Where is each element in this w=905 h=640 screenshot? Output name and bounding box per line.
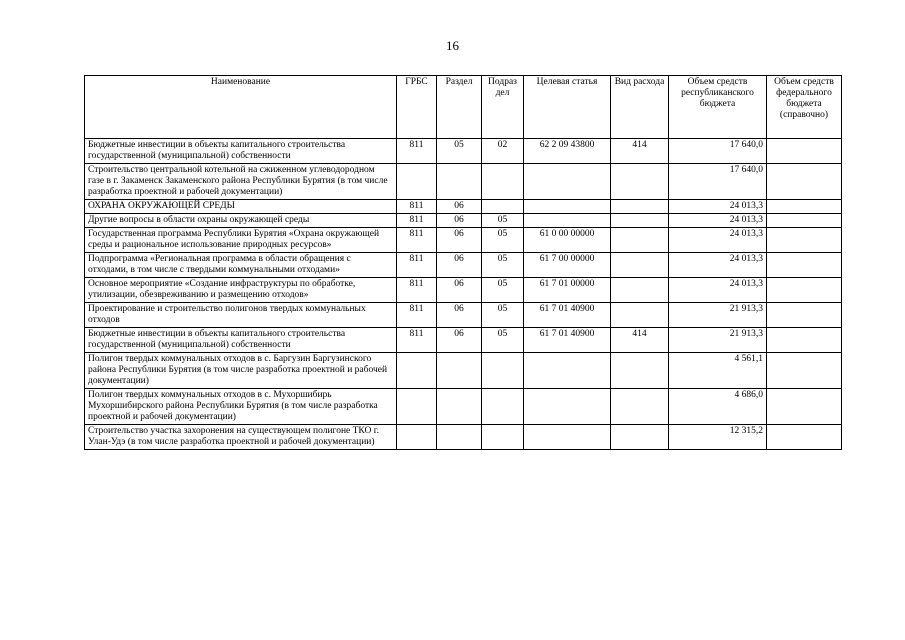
cell-podrazdel [482, 164, 524, 200]
cell-republican-budget: 24 013,3 [669, 214, 767, 228]
cell-republican-budget: 4 561,1 [669, 353, 767, 389]
cell-federal-budget [767, 425, 842, 450]
cell-razdel: 06 [437, 328, 482, 353]
cell-razdel [437, 353, 482, 389]
table-row [85, 139, 842, 164]
table-row [85, 353, 842, 389]
cell-expense-type [611, 214, 669, 228]
cell-grbs: 811 [397, 228, 437, 253]
cell-podrazdel: 05 [482, 214, 524, 228]
header-expense-type: Вид расхода [611, 76, 669, 139]
cell-razdel: 05 [437, 139, 482, 164]
cell-federal-budget [767, 389, 842, 425]
cell-podrazdel [482, 425, 524, 450]
cell-podrazdel: 02 [482, 139, 524, 164]
cell-podrazdel: 05 [482, 328, 524, 353]
cell-podrazdel: 05 [482, 278, 524, 303]
cell-podrazdel: 05 [482, 253, 524, 278]
header-podrazdel: Подраз дел [482, 76, 524, 139]
cell-name: Другие вопросы в области охраны окружающей среды [85, 214, 397, 228]
table-row [85, 303, 842, 328]
cell-name: Строительство центральной котельной на сжиженном углеводородном газе в г. Закаменск Закаменского района Республики Бурятия (в том числе разработка проектной и рабочей документации) [85, 164, 397, 200]
table-row [85, 253, 842, 278]
cell-grbs: 811 [397, 253, 437, 278]
cell-federal-budget [767, 164, 842, 200]
table-row [85, 389, 842, 425]
cell-republican-budget: 24 013,3 [669, 228, 767, 253]
cell-name: Строительство участка захоронения на существующем полигоне ТКО г. Улан-Удэ (в том числе разработка проектной и рабочей документации) [85, 425, 397, 450]
table-row [85, 200, 842, 214]
cell-republican-budget: 17 640,0 [669, 139, 767, 164]
table-row [85, 328, 842, 353]
table-row [85, 214, 842, 228]
cell-target-article [524, 214, 611, 228]
cell-republican-budget: 24 013,3 [669, 278, 767, 303]
table-row [85, 228, 842, 253]
cell-grbs [397, 389, 437, 425]
cell-expense-type [611, 200, 669, 214]
cell-grbs [397, 353, 437, 389]
cell-target-article [524, 200, 611, 214]
cell-name: Бюджетные инвестиции в объекты капитального строительства государственной (муниципальной) собственности [85, 328, 397, 353]
cell-target-article: 62 2 09 43800 [524, 139, 611, 164]
header-federal-budget: Объем средств федерального бюджета (справочно) [767, 76, 842, 139]
cell-expense-type: 414 [611, 328, 669, 353]
cell-target-article: 61 7 01 40900 [524, 303, 611, 328]
header-razdel: Раздел [437, 76, 482, 139]
cell-expense-type [611, 425, 669, 450]
cell-republican-budget: 12 315,2 [669, 425, 767, 450]
cell-target-article [524, 425, 611, 450]
cell-razdel: 06 [437, 214, 482, 228]
cell-razdel: 06 [437, 253, 482, 278]
cell-republican-budget: 21 913,3 [669, 303, 767, 328]
cell-republican-budget: 24 013,3 [669, 200, 767, 214]
cell-grbs: 811 [397, 139, 437, 164]
cell-grbs: 811 [397, 303, 437, 328]
cell-podrazdel [482, 389, 524, 425]
cell-name: Полигон твердых коммунальных отходов в с. Мухоршибирь Мухоршибирского района Республики Бурятия (в том числе разработка проектной и рабочей документации) [85, 389, 397, 425]
cell-razdel [437, 425, 482, 450]
cell-federal-budget [767, 228, 842, 253]
cell-razdel: 06 [437, 228, 482, 253]
page-number: 16 [446, 38, 459, 53]
cell-republican-budget: 21 913,3 [669, 328, 767, 353]
cell-podrazdel [482, 353, 524, 389]
cell-name: ОХРАНА ОКРУЖАЮЩЕЙ СРЕДЫ [85, 200, 397, 214]
cell-expense-type: 414 [611, 139, 669, 164]
cell-expense-type [611, 389, 669, 425]
cell-name: Бюджетные инвестиции в объекты капитального строительства государственной (муниципальной) собственности [85, 139, 397, 164]
cell-expense-type [611, 303, 669, 328]
cell-name: Подпрограмма «Региональная программа в области обращения с отходами, в том числе с твердыми коммунальными отходами» [85, 253, 397, 278]
cell-target-article [524, 389, 611, 425]
cell-name: Полигон твердых коммунальных отходов в с. Баргузин Баргузинского района Республики Бурятия (в том числе разработка проектной и рабочей документации) [85, 353, 397, 389]
cell-expense-type [611, 164, 669, 200]
cell-federal-budget [767, 253, 842, 278]
table-row [85, 278, 842, 303]
cell-federal-budget [767, 303, 842, 328]
cell-target-article [524, 164, 611, 200]
cell-razdel: 06 [437, 278, 482, 303]
cell-grbs [397, 425, 437, 450]
cell-expense-type [611, 278, 669, 303]
cell-republican-budget: 17 640,0 [669, 164, 767, 200]
header-grbs: ГРБС [397, 76, 437, 139]
cell-podrazdel: 05 [482, 228, 524, 253]
cell-podrazdel: 05 [482, 303, 524, 328]
cell-expense-type [611, 228, 669, 253]
header-republican-budget: Объем средств республиканского бюджета [669, 76, 767, 139]
cell-target-article: 61 7 01 00000 [524, 278, 611, 303]
table-header-row [85, 76, 842, 139]
cell-razdel: 06 [437, 200, 482, 214]
table-row [85, 425, 842, 450]
cell-grbs: 811 [397, 200, 437, 214]
cell-razdel [437, 164, 482, 200]
cell-federal-budget [767, 200, 842, 214]
table-body [85, 139, 842, 450]
cell-name: Государственная программа Республики Бурятия «Охрана окружающей среды и рациональное использование природных ресурсов» [85, 228, 397, 253]
cell-federal-budget [767, 214, 842, 228]
cell-grbs: 811 [397, 214, 437, 228]
cell-republican-budget: 24 013,3 [669, 253, 767, 278]
cell-federal-budget [767, 278, 842, 303]
cell-grbs: 811 [397, 328, 437, 353]
cell-target-article: 61 7 00 00000 [524, 253, 611, 278]
cell-target-article: 61 7 01 40900 [524, 328, 611, 353]
cell-name: Проектирование и строительство полигонов твердых коммунальных отходов [85, 303, 397, 328]
cell-podrazdel [482, 200, 524, 214]
header-target-article: Целевая статья [524, 76, 611, 139]
header-name: Наименование [85, 76, 397, 139]
cell-grbs: 811 [397, 278, 437, 303]
cell-name: Основное мероприятие «Создание инфраструктуры по обработке, утилизации, обезвреживанию и размещению отходов» [85, 278, 397, 303]
table-row [85, 164, 842, 200]
cell-federal-budget [767, 353, 842, 389]
cell-razdel: 06 [437, 303, 482, 328]
cell-target-article [524, 353, 611, 389]
budget-table [84, 75, 842, 450]
cell-federal-budget [767, 328, 842, 353]
cell-target-article: 61 0 00 00000 [524, 228, 611, 253]
cell-grbs [397, 164, 437, 200]
cell-republican-budget: 4 686,0 [669, 389, 767, 425]
cell-expense-type [611, 353, 669, 389]
cell-expense-type [611, 253, 669, 278]
cell-federal-budget [767, 139, 842, 164]
cell-razdel [437, 389, 482, 425]
